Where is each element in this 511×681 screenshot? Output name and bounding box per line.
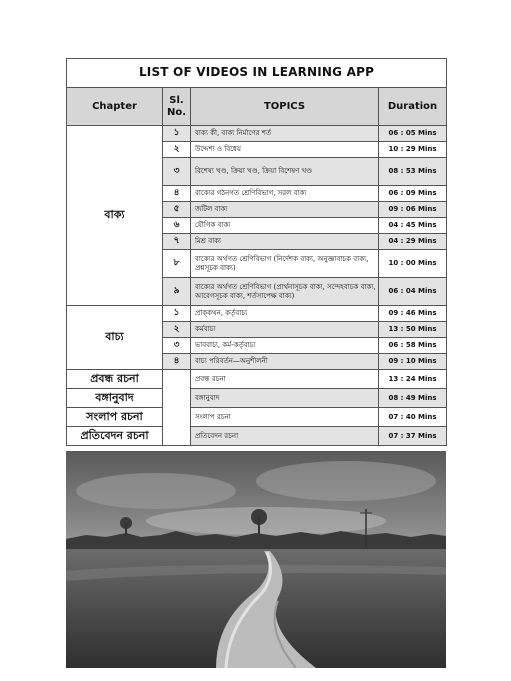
topic-cell: প্রাক্‌কথন, কর্তৃবাচ্য: [191, 306, 379, 322]
duration-cell: 06 : 04 Mins: [379, 278, 447, 306]
duration-cell: 09 : 46 Mins: [379, 306, 447, 322]
table-row: [67, 126, 447, 142]
topic-cell: বাক্য কী, বাক্য নির্মাণের শর্ত: [191, 126, 379, 142]
cloud: [146, 507, 386, 535]
serial-number-blank: [163, 370, 191, 446]
video-list-table: [66, 58, 447, 446]
duration-cell: 04 : 45 Mins: [379, 218, 447, 234]
topic-cell: বিশেষ্য খণ্ড, ক্রিয়া খণ্ড, ক্রিয়া বিশেষণ খণ্ড: [191, 158, 379, 186]
chapter-cell: বাচ্য: [67, 306, 163, 370]
duration-cell: 09 : 06 Mins: [379, 202, 447, 218]
topic-cell: ভাববাচ্য, কর্ম-কর্তৃবাচ্য: [191, 338, 379, 354]
topic-cell: বঙ্গানুবাদ: [191, 389, 379, 408]
serial-number: ৪: [163, 354, 191, 370]
serial-number: ১: [163, 126, 191, 142]
duration-cell: 10 : 29 Mins: [379, 142, 447, 158]
chapter-cell: বঙ্গানুবাদ: [67, 389, 163, 408]
serial-number: ৩: [163, 338, 191, 354]
chapter-cell: প্রবন্ধ রচনা: [67, 370, 163, 389]
serial-number: ৩: [163, 158, 191, 186]
topic-cell: বাচ্য পরিবর্তন—অনুশীলনী: [191, 354, 379, 370]
topic-cell: বাক্যের অর্থগত শ্রেণিবিভাগ (প্রার্থনাসূচক বাক্য, সন্দেহবাচক বাক্য, আবেগসূচক বাক্য, শর্তসাপেক্ষ বাক্য): [191, 278, 379, 306]
topic-cell: মিশ্র বাক্য: [191, 234, 379, 250]
chapter-cell: সংলাপ রচনা: [67, 408, 163, 427]
serial-number: ৪: [163, 186, 191, 202]
duration-cell: 06 : 58 Mins: [379, 338, 447, 354]
table-row: [67, 389, 447, 408]
duration-cell: 09 : 10 Mins: [379, 354, 447, 370]
duration-cell: 06 : 05 Mins: [379, 126, 447, 142]
video-list-table-container: [66, 58, 446, 446]
topic-cell: প্রবন্ধ রচনা: [191, 370, 379, 389]
table-title: LIST OF VIDEOS IN LEARNING APP: [67, 59, 447, 88]
duration-cell: 13 : 50 Mins: [379, 322, 447, 338]
chapter-cell: বাক্য: [67, 126, 163, 306]
landscape-photo: [66, 451, 446, 668]
topic-cell: কর্মবাচ্য: [191, 322, 379, 338]
topic-cell: বাক্যের গঠনগত শ্রেণিবিভাগ, সরল বাক্য: [191, 186, 379, 202]
table-row: [67, 306, 447, 322]
duration-cell: 08 : 53 Mins: [379, 158, 447, 186]
topic-cell: উদ্দেশ্য ও বিধেয়: [191, 142, 379, 158]
duration-cell: 06 : 09 Mins: [379, 186, 447, 202]
header-sl-no: Sl. No.: [163, 88, 191, 126]
table-row: [67, 408, 447, 427]
serial-number: ৯: [163, 278, 191, 306]
chapter-cell: প্রতিবেদন রচনা: [67, 427, 163, 446]
topic-cell: জটিল বাক্য: [191, 202, 379, 218]
topic-cell: যৌগিক বাক্য: [191, 218, 379, 234]
serial-number: ১: [163, 306, 191, 322]
serial-number: ৮: [163, 250, 191, 278]
cloud: [256, 461, 436, 501]
topic-cell: সংলাপ রচনা: [191, 408, 379, 427]
serial-number: ৫: [163, 202, 191, 218]
topic-cell: বাক্যের অর্থগত শ্রেণিবিভাগ (নির্দেশক বাক্য, অনুজ্ঞাবাচক বাক্য, প্রশ্নসূচক বাক্য): [191, 250, 379, 278]
duration-cell: 13 : 24 Mins: [379, 370, 447, 389]
duration-cell: 04 : 29 Mins: [379, 234, 447, 250]
duration-cell: 08 : 49 Mins: [379, 389, 447, 408]
header-topics: TOPICS: [191, 88, 379, 126]
table-row: [67, 370, 447, 389]
topic-cell: প্রতিবেদন রচনা: [191, 427, 379, 446]
duration-cell: 10 : 00 Mins: [379, 250, 447, 278]
duration-cell: 07 : 37 Mins: [379, 427, 447, 446]
header-duration: Duration: [379, 88, 447, 126]
tree-trunk: [258, 517, 260, 535]
treeline: [66, 531, 446, 551]
table-body: [67, 126, 447, 446]
header-chapter: Chapter: [67, 88, 163, 126]
table-row: [67, 427, 447, 446]
duration-cell: 07 : 40 Mins: [379, 408, 447, 427]
serial-number: ২: [163, 142, 191, 158]
serial-number: ২: [163, 322, 191, 338]
serial-number: ৬: [163, 218, 191, 234]
cloud: [76, 473, 236, 509]
tree-trunk: [125, 523, 127, 537]
serial-number: ৭: [163, 234, 191, 250]
